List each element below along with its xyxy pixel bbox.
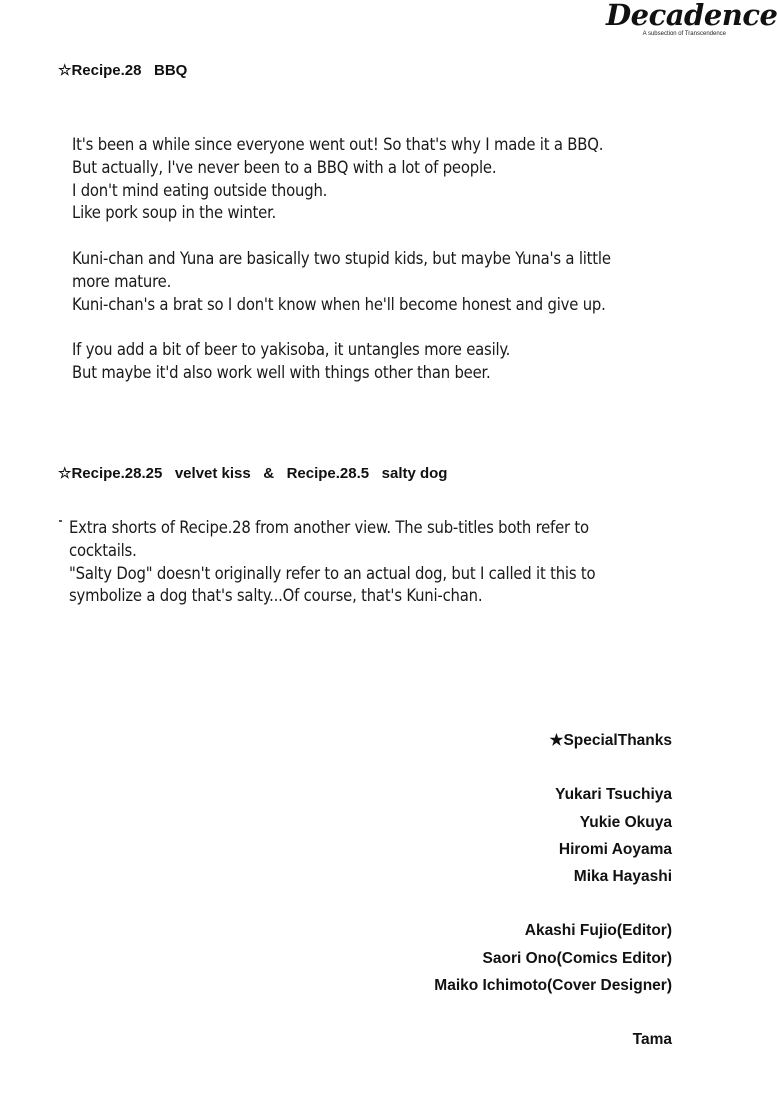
special-thanks <box>434 727 672 1053</box>
note-line: Like pork soup in the winter. <box>72 203 276 223</box>
credit-name: Yukari Tsuchiya <box>555 786 672 804</box>
note-line: "Salty Dog" doesn't originally refer to an actual dog, but I called it this to symbolize a dog that's salty...Of course, that's Kuni-chan. <box>69 563 596 606</box>
author-name: Tama <box>632 1031 672 1049</box>
note-line: But maybe it'd also work well with things other than beer. <box>72 362 491 382</box>
special-thanks-title: ★SpecialThanks <box>549 732 672 749</box>
credit-name: Yukie Okuya <box>579 813 672 831</box>
logo-wordmark: Decadence <box>606 0 777 32</box>
section-heading-recipe-28-25: ☆Recipe.28.25 velvet kiss & Recipe.28.5 salty dog <box>58 465 448 482</box>
section-heading-recipe-28: ☆Recipe.28 BBQ <box>58 62 188 79</box>
note-line: But actually, I've never been to a BBQ with a lot of people. <box>72 157 497 177</box>
stray-mark <box>59 520 62 522</box>
credit-name: Hiromi Aoyama <box>558 840 672 858</box>
credit-name: Mika Hayashi <box>573 868 672 885</box>
note-line: It's been a while since everyone went out! So that's why I made it a BBQ. <box>72 135 604 154</box>
credit-name: Akashi Fujio(Editor) <box>524 922 672 940</box>
credit-name: Saori Ono(Comics Editor) <box>482 949 672 967</box>
recipe-28-25-notes <box>69 517 624 608</box>
scanlation-logo <box>606 0 777 40</box>
note-line: Extra shorts of Recipe.28 from another view. The sub-titles both refer to cocktails. <box>69 518 589 560</box>
logo-tagline: A subsection of Transcendence <box>642 31 726 37</box>
credit-name: Maiko Ichimoto(Cover Designer) <box>434 976 672 994</box>
recipe-28-notes <box>72 134 647 385</box>
note-line: Kuni-chan and Yuna are basically two stupid kids, but maybe Yuna's a little more mature. <box>72 248 611 291</box>
note-line: If you add a bit of beer to yakisoba, it untangles more easily. <box>72 340 511 360</box>
note-line: I don't mind eating outside though. <box>72 180 328 200</box>
note-line: Kuni-chan's a brat so I don't know when he'll become honest and give up. <box>72 294 606 314</box>
